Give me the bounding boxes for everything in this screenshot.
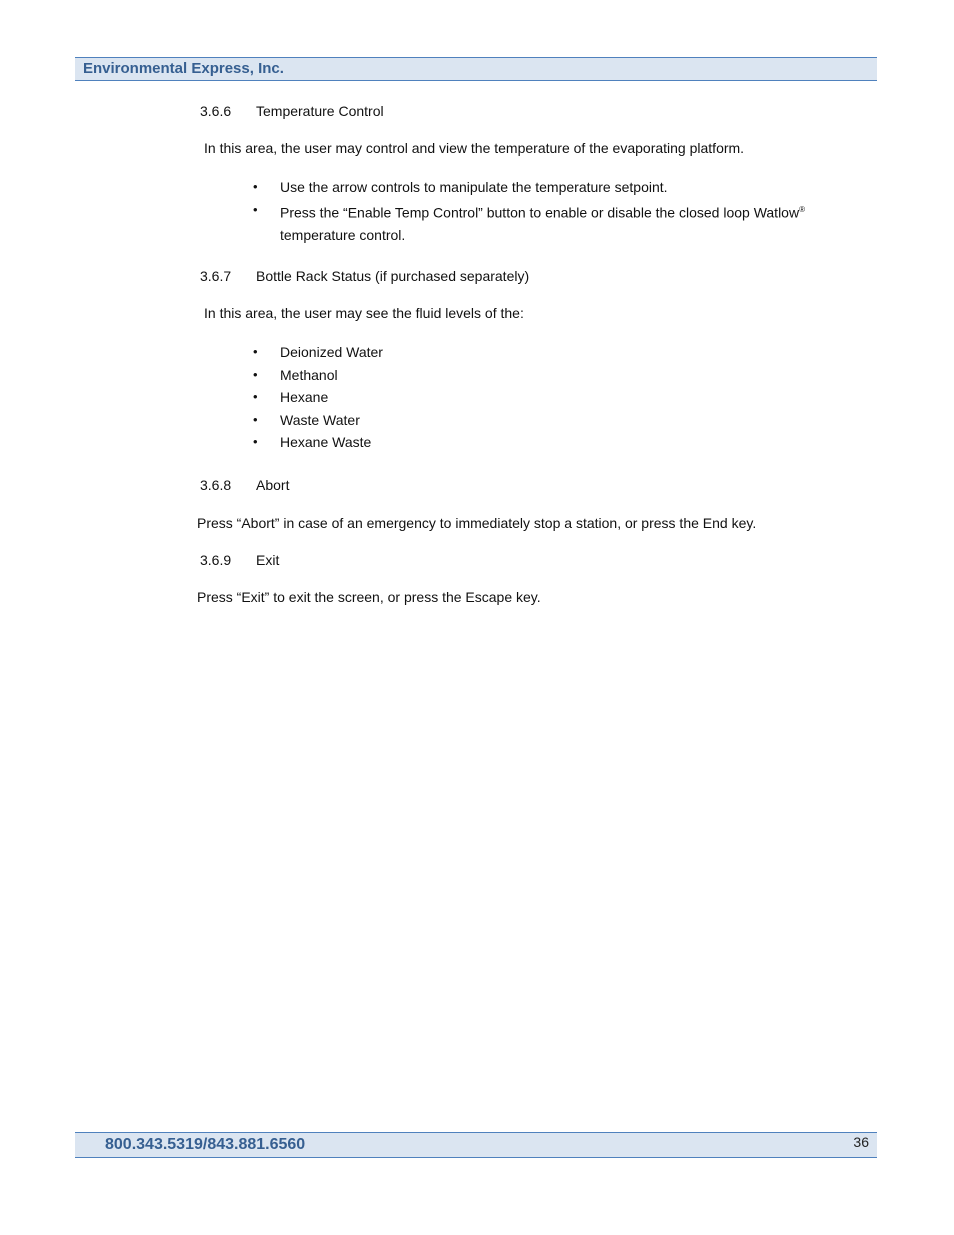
page-footer	[75, 1132, 877, 1158]
section-number: 3.6.6	[200, 103, 232, 119]
list-item: • Hexane	[253, 386, 383, 409]
section-title: Exit	[256, 552, 280, 568]
list-item: • Hexane Waste	[253, 431, 383, 454]
section-number: 3.6.8	[200, 477, 232, 493]
section-title: Temperature Control	[256, 103, 384, 119]
page-number: 36	[853, 1134, 869, 1150]
list-item: • Press the “Enable Temp Control” button to enable or disable the closed loop Watlow® temperature control.	[253, 199, 805, 247]
section-number: 3.6.7	[200, 268, 232, 284]
list-item: • Deionized Water	[253, 341, 383, 364]
bullet-list	[253, 176, 805, 246]
section-title: Bottle Rack Status (if purchased separately)	[256, 268, 530, 284]
section-body: Press “Exit” to exit the screen, or press the Escape key.	[197, 589, 541, 605]
section-title: Abort	[256, 477, 290, 493]
section-intro: In this area, the user may control and view the temperature of the evaporating platform.	[204, 140, 745, 156]
section-intro: In this area, the user may see the fluid levels of the:	[204, 305, 524, 321]
phone-numbers: 800.343.5319/843.881.6560	[105, 1136, 306, 1153]
list-item: • Use the arrow controls to manipulate the temperature setpoint.	[253, 176, 805, 199]
fluid-list	[253, 341, 383, 454]
list-item: • Methanol	[253, 364, 383, 387]
registered-mark: ®	[799, 204, 805, 214]
section-number: 3.6.9	[200, 552, 232, 568]
company-name: Environmental Express, Inc.	[83, 60, 284, 77]
list-item: • Waste Water	[253, 409, 383, 432]
page-header	[75, 57, 877, 81]
section-body: Press “Abort” in case of an emergency to immediately stop a station, or press the End key.	[197, 515, 757, 531]
